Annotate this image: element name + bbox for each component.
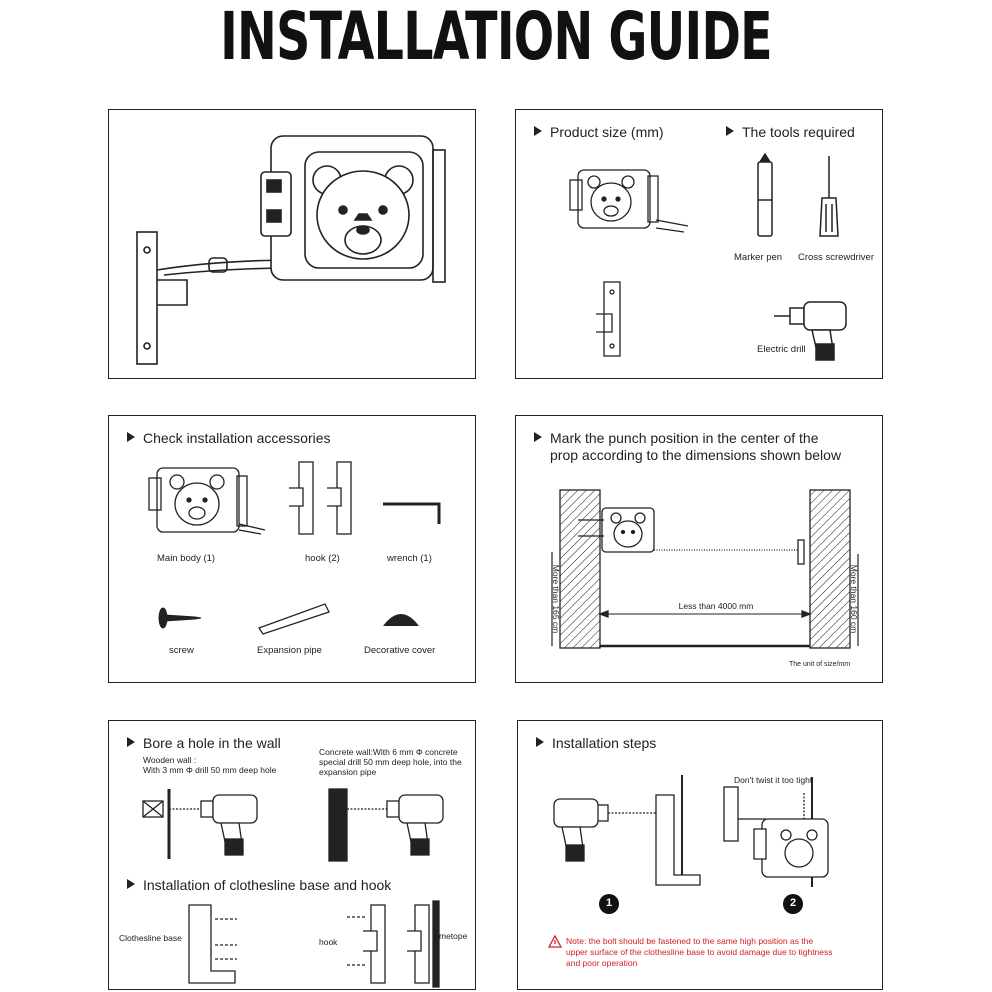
wooden-wall-text: [143, 755, 276, 775]
screw-icon: [155, 602, 205, 642]
decorative-cover-label: Decorative cover: [364, 645, 436, 656]
expansion-pipe-label: Expansion pipe: [257, 645, 322, 656]
triangle-bullet-icon: [127, 432, 135, 442]
hook-install-icon: [345, 901, 455, 987]
triangle-bullet-icon: [127, 879, 135, 889]
concrete-line-1: Concrete wall:With 6 mm Φ concrete: [319, 747, 458, 757]
marker-pen-label: Marker pen: [734, 252, 783, 263]
metope-label: metope: [439, 931, 468, 941]
concrete-line-2: special drill 50 mm deep hole, into the: [319, 757, 462, 767]
panel-product-illustration: [108, 109, 476, 379]
twist-warning-text: Don't twist it too tight: [734, 775, 813, 785]
steps-heading: [536, 735, 656, 751]
step-1-number: 1: [605, 897, 613, 909]
triangle-bullet-icon: [536, 737, 544, 747]
left-height-label: More than 165 cm: [551, 564, 561, 634]
clothesline-base-icon: [185, 901, 255, 987]
wall-dimension-diagram: [516, 416, 884, 684]
electric-drill-label: Electric drill: [757, 344, 806, 355]
wooden-line-1: Wooden wall :: [143, 755, 197, 765]
page-title: INSTALLATION GUIDE: [220, 0, 772, 75]
panel-punch-position: [515, 415, 883, 683]
concrete-wall-text: [319, 747, 462, 777]
hook-label: hook (2): [305, 553, 340, 564]
wooden-line-2: With 3 mm Φ drill 50 mm deep hole: [143, 765, 277, 775]
note-line-3: and poor operation: [566, 958, 638, 968]
panel-bore-hole: [108, 720, 476, 990]
accessories-heading-text: Check installation accessories: [143, 430, 331, 446]
note-line-2: upper surface of the clothesline base to avoid damage due to tightness: [566, 947, 833, 957]
main-body-icon: [137, 460, 267, 550]
panel-size-tools: [515, 109, 883, 379]
step-2-illustration: [716, 767, 856, 897]
panel-installation-steps: [517, 720, 883, 990]
screw-label: screw: [169, 645, 194, 656]
clothesline-product-illustration: [109, 110, 477, 380]
panel-accessories: [108, 415, 476, 683]
wrench-icon: [381, 496, 451, 536]
cross-screwdriver-icon: [814, 152, 844, 242]
product-size-text: Product size (mm): [550, 124, 664, 140]
concrete-wall-drill-illustration: [325, 785, 475, 865]
note-line-1: Note: the bolt should be fastened to the same high position as the: [566, 936, 814, 946]
cross-screwdriver-label: Cross screwdriver: [798, 252, 875, 263]
step-1-illustration: [548, 767, 718, 897]
steps-heading-text: Installation steps: [552, 735, 657, 751]
expansion-pipe-icon: [255, 598, 335, 638]
wrench-label: wrench (1): [387, 553, 432, 564]
main-body-label: Main body (1): [157, 553, 216, 564]
accessories-heading: [127, 430, 331, 446]
hook-install-label: hook: [319, 937, 338, 947]
triangle-bullet-icon: [127, 737, 135, 747]
decorative-cover-icon: [379, 606, 429, 636]
base-hook-heading-text: Installation of clothesline base and hook: [143, 877, 392, 893]
concrete-line-3: expansion pipe: [319, 767, 377, 777]
hook-pair-icon: [281, 460, 361, 540]
wooden-wall-drill-illustration: [139, 785, 319, 865]
warning-triangle-icon: [548, 935, 562, 949]
base-hook-heading: [127, 877, 391, 893]
span-label: Less than 4000 mm: [678, 601, 754, 611]
tools-heading-text: The tools required: [742, 124, 855, 140]
marker-pen-icon: [750, 152, 780, 242]
punch-heading-text-1: Mark the punch position in the center of the: [550, 430, 819, 446]
punch-heading-line2: prop according to the dimensions shown below: [550, 447, 842, 463]
installation-note: [566, 936, 833, 969]
bore-heading: [127, 735, 281, 751]
unit-note: The unit of size/mm: [789, 661, 851, 668]
step-2-number: 2: [789, 897, 797, 909]
bore-heading-text: Bore a hole in the wall: [143, 735, 281, 751]
right-height-label: More than 160 cm: [849, 564, 859, 634]
clothesline-base-label: Clothesline base: [119, 933, 182, 943]
